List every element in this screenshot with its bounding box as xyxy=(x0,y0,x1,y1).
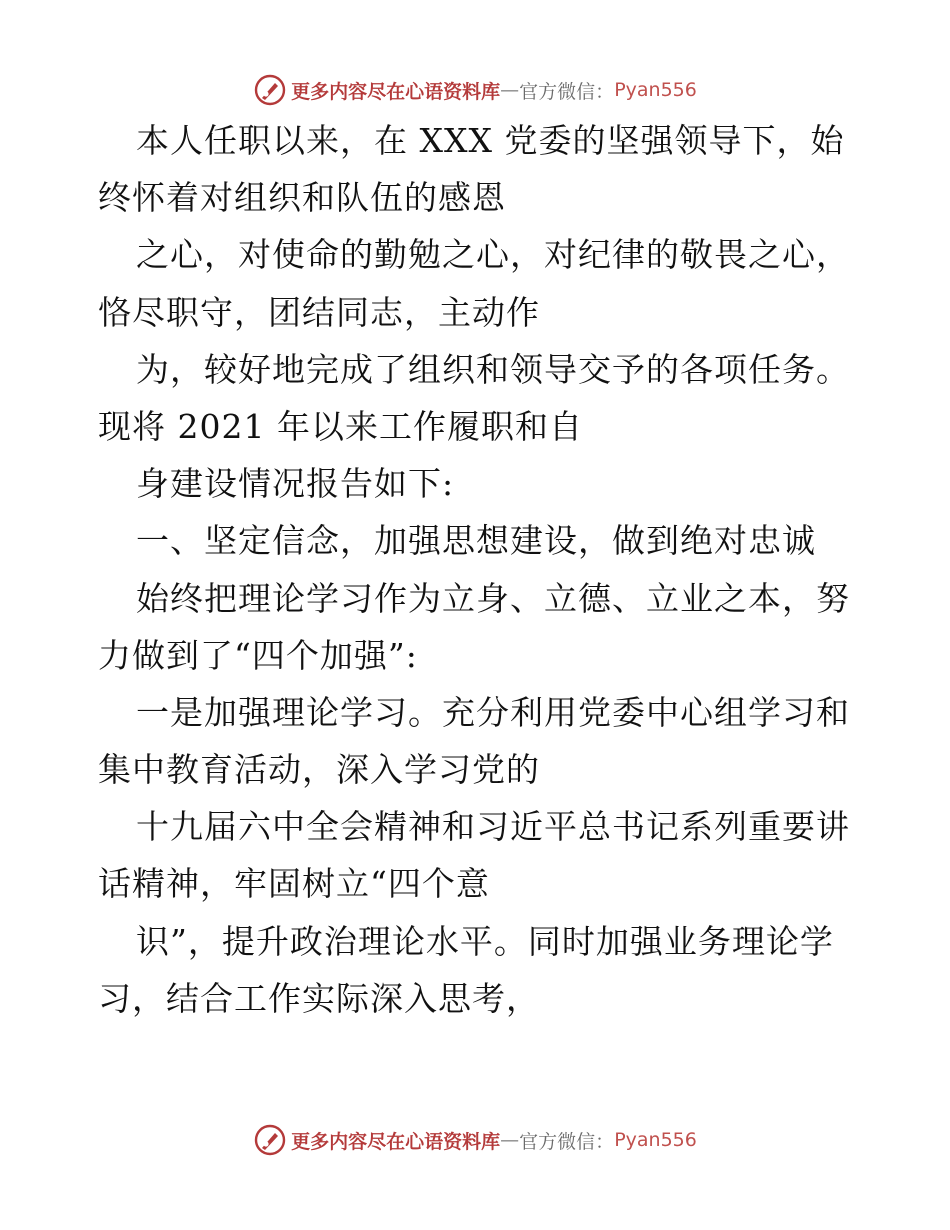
text-line: 身建设情况报告如下: xyxy=(136,464,455,504)
watermark-dash: — xyxy=(500,1129,520,1151)
watermark-dash: — xyxy=(500,79,520,101)
watermark-brand: 更多内容尽在心语资料库 xyxy=(291,1130,501,1153)
text-line: 之心，对使命的勤勉之心，对纪律的敬畏之心， xyxy=(136,235,850,275)
watermark-label: 官方微信： xyxy=(519,80,615,103)
watermark-account: Pyan556 xyxy=(614,1129,697,1151)
text-line: 本人任职以来，在 XXX 党委的坚强领导下，始 xyxy=(136,121,845,160)
pen-circle-logo-icon xyxy=(253,1123,287,1157)
text-line: 力做到了“四个加强”: xyxy=(98,635,418,675)
watermark-label: 官方微信： xyxy=(519,1130,615,1153)
text-line: 为，较好地完成了组织和领导交予的各项任务。 xyxy=(136,349,850,389)
text-line: 现将 2021 年以来工作履职和自 xyxy=(98,406,583,446)
watermark-brand: 更多内容尽在心语资料库 xyxy=(291,80,501,103)
text-line: 识”，提升政治理论水平。同时加强业务理论学 xyxy=(136,921,834,961)
watermark-account: Pyan556 xyxy=(614,79,697,101)
footer-watermark xyxy=(0,1122,950,1158)
text-line: 始终把理论学习作为立身、立德、立业之本，努 xyxy=(136,578,850,618)
text-line: 话精神，牢固树立“四个意 xyxy=(98,864,490,904)
document-body xyxy=(98,112,858,1027)
text-line: 恪尽职守，团结同志，主动作 xyxy=(98,292,540,332)
text-line: 一是加强理论学习。充分利用党委中心组学习和 xyxy=(136,692,850,732)
text-line: 集中教育活动，深入学习党的 xyxy=(98,750,540,790)
text-line: 一、坚定信念，加强思想建设，做到绝对忠诚 xyxy=(136,521,816,561)
header-watermark xyxy=(0,72,950,108)
pen-circle-logo-icon xyxy=(253,73,287,107)
text-line: 十九届六中全会精神和习近平总书记系列重要讲 xyxy=(136,807,850,847)
text-line: 习，结合工作实际深入思考， xyxy=(98,978,540,1018)
text-line: 终怀着对组织和队伍的感恩 xyxy=(98,178,506,218)
